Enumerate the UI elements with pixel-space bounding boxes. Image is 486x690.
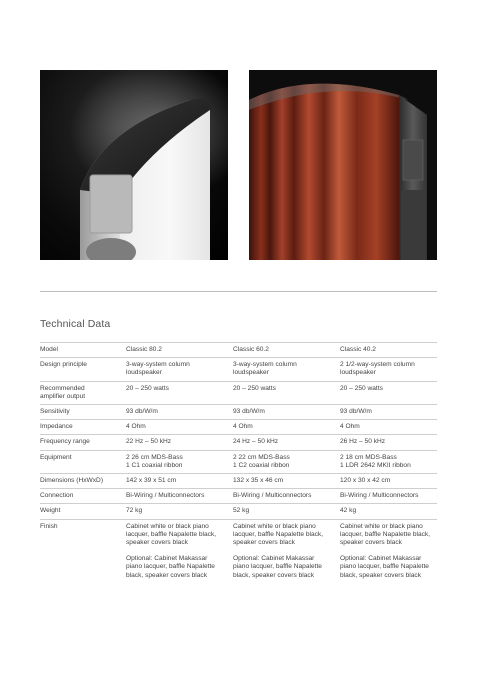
cell-text: 4 Ohm bbox=[126, 423, 146, 431]
cell-text: speaker covers black bbox=[233, 539, 295, 547]
row-value bbox=[126, 435, 233, 450]
column-header: Classic 80.2 bbox=[126, 343, 233, 358]
cell-text: 20 – 250 watts bbox=[126, 384, 169, 392]
cell-text: 24 Hz – 50 kHz bbox=[233, 438, 279, 446]
cell-text: 4 Ohm bbox=[233, 423, 253, 431]
row-value bbox=[126, 474, 233, 489]
cell-text: 93 db/W/m bbox=[233, 408, 265, 416]
cell-text: Equipment bbox=[40, 453, 72, 461]
cell-text: lacquer, baffle Napalette black, bbox=[340, 530, 431, 538]
column-header: Classic 40.2 bbox=[340, 343, 437, 358]
cell-text: 22 Hz – 50 kHz bbox=[126, 438, 172, 446]
cell-text: black, speaker covers black bbox=[126, 571, 207, 579]
cell-text: piano lacquer, baffle Napalette bbox=[233, 563, 322, 571]
row-value bbox=[233, 474, 340, 489]
row-label bbox=[40, 420, 126, 435]
cell-text: Bi-Wiring / Multiconnectors bbox=[233, 492, 312, 500]
row-value bbox=[126, 504, 233, 519]
column-header: Model bbox=[40, 343, 126, 358]
speaker-photo-makassar bbox=[249, 70, 437, 260]
table-row bbox=[40, 519, 437, 583]
row-value bbox=[340, 504, 437, 519]
cell-text: black, speaker covers black bbox=[340, 571, 421, 579]
cell-text: 2 22 cm MDS-Bass bbox=[233, 453, 290, 461]
cell-text: Cabinet white or black piano bbox=[340, 522, 423, 530]
table-row bbox=[40, 381, 437, 404]
cell-text: Optional: Cabinet Makassar bbox=[340, 555, 422, 563]
cell-text: 3-way-system column bbox=[233, 361, 297, 369]
row-value bbox=[126, 420, 233, 435]
cell-text: Optional: Cabinet Makassar bbox=[233, 555, 315, 563]
cell-text: Recommended bbox=[40, 384, 85, 392]
row-value bbox=[340, 420, 437, 435]
cell-text: 1 LDR 2642 MKII ribbon bbox=[340, 461, 411, 469]
cell-text: lacquer, baffle Napalette black, bbox=[233, 530, 324, 538]
row-value bbox=[233, 450, 340, 473]
cell-text: 142 x 39 x 51 cm bbox=[126, 477, 177, 485]
cell-text: Impedance bbox=[40, 423, 73, 431]
cell-text: speaker covers black bbox=[340, 539, 402, 547]
row-value bbox=[340, 450, 437, 473]
cell-text: 120 x 30 x 42 cm bbox=[340, 477, 391, 485]
cell-text: 3-way-system column bbox=[126, 361, 190, 369]
row-value bbox=[233, 381, 340, 404]
cell-text: 2 1/2-way-system column bbox=[340, 361, 415, 369]
cell-text: Cabinet white or black piano bbox=[126, 522, 209, 530]
speaker-photo-white bbox=[40, 70, 228, 260]
column-header: Classic 60.2 bbox=[233, 343, 340, 358]
cell-text: 20 – 250 watts bbox=[233, 384, 276, 392]
row-value bbox=[126, 358, 233, 381]
row-value bbox=[340, 474, 437, 489]
cell-text: 4 Ohm bbox=[340, 423, 360, 431]
cell-text: Bi-Wiring / Multiconnectors bbox=[126, 492, 205, 500]
row-value bbox=[233, 405, 340, 420]
cell-text: 132 x 35 x 46 cm bbox=[233, 477, 284, 485]
table-row bbox=[40, 450, 437, 473]
row-label bbox=[40, 489, 126, 504]
speaker-wood-illustration bbox=[249, 70, 437, 260]
row-label bbox=[40, 358, 126, 381]
cell-text: 2 26 cm MDS-Bass bbox=[126, 453, 183, 461]
row-value bbox=[126, 519, 233, 583]
row-value bbox=[233, 358, 340, 381]
row-value bbox=[233, 420, 340, 435]
cell-text: Dimensions (HxWxD) bbox=[40, 477, 104, 485]
row-value bbox=[340, 489, 437, 504]
cell-text: amplifier output bbox=[40, 392, 86, 400]
row-label bbox=[40, 519, 126, 583]
cell-text: speaker covers black bbox=[126, 539, 188, 547]
cell-text: Finish bbox=[40, 522, 58, 530]
row-value bbox=[126, 405, 233, 420]
speaker-white-illustration bbox=[40, 70, 228, 260]
cell-text: Cabinet white or black piano bbox=[233, 522, 316, 530]
cell-text: Sensitivity bbox=[40, 408, 70, 416]
cell-text: 42 kg bbox=[340, 507, 357, 515]
row-value bbox=[233, 519, 340, 583]
table-row bbox=[40, 358, 437, 381]
cell-text: piano lacquer, baffle Napalette bbox=[126, 563, 215, 571]
table-row bbox=[40, 435, 437, 450]
technical-data-table bbox=[40, 342, 437, 583]
section-divider bbox=[40, 291, 437, 292]
cell-text: 2 18 cm MDS-Bass bbox=[340, 453, 397, 461]
cell-text: 20 – 250 watts bbox=[340, 384, 383, 392]
cell-text: Optional: Cabinet Makassar bbox=[126, 555, 208, 563]
row-value bbox=[126, 381, 233, 404]
row-value bbox=[340, 405, 437, 420]
cell-text: Weight bbox=[40, 507, 61, 515]
cell-text: lacquer, baffle Napalette black, bbox=[126, 530, 217, 538]
table-row bbox=[40, 489, 437, 504]
row-label bbox=[40, 435, 126, 450]
row-label bbox=[40, 450, 126, 473]
cell-text: piano lacquer, baffle Napalette bbox=[340, 563, 429, 571]
cell-text: 52 kg bbox=[233, 507, 250, 515]
table-row bbox=[40, 474, 437, 489]
table-row bbox=[40, 504, 437, 519]
row-value bbox=[233, 504, 340, 519]
cell-text: 1 C1 coaxial ribbon bbox=[126, 461, 183, 469]
row-value bbox=[340, 381, 437, 404]
section-title: Technical Data bbox=[40, 318, 111, 330]
row-value bbox=[233, 435, 340, 450]
row-label bbox=[40, 474, 126, 489]
paragraph-gap bbox=[126, 547, 233, 555]
row-label bbox=[40, 504, 126, 519]
cell-text: 93 db/W/m bbox=[126, 408, 158, 416]
row-value bbox=[126, 450, 233, 473]
row-value bbox=[126, 489, 233, 504]
row-value bbox=[340, 519, 437, 583]
table-header-row bbox=[40, 343, 437, 358]
cell-text: Connection bbox=[40, 492, 74, 500]
paragraph-gap bbox=[233, 547, 340, 555]
row-value bbox=[340, 435, 437, 450]
cell-text: black, speaker covers black bbox=[233, 571, 314, 579]
cell-text: Design principle bbox=[40, 361, 87, 369]
cell-text: loudspeaker bbox=[126, 369, 162, 377]
table-row bbox=[40, 405, 437, 420]
cell-text: 1 C2 coaxial ribbon bbox=[233, 461, 290, 469]
cell-text: 26 Hz – 50 kHz bbox=[340, 438, 386, 446]
cell-text: 72 kg bbox=[126, 507, 143, 515]
table-row bbox=[40, 420, 437, 435]
row-label bbox=[40, 405, 126, 420]
cell-text: 93 db/W/m bbox=[340, 408, 372, 416]
paragraph-gap bbox=[340, 547, 437, 555]
row-value bbox=[233, 489, 340, 504]
cell-text: Frequency range bbox=[40, 438, 90, 446]
row-value bbox=[340, 358, 437, 381]
cell-text: loudspeaker bbox=[233, 369, 269, 377]
cell-text: loudspeaker bbox=[340, 369, 376, 377]
row-label bbox=[40, 381, 126, 404]
cell-text: Bi-Wiring / Multiconnectors bbox=[340, 492, 419, 500]
